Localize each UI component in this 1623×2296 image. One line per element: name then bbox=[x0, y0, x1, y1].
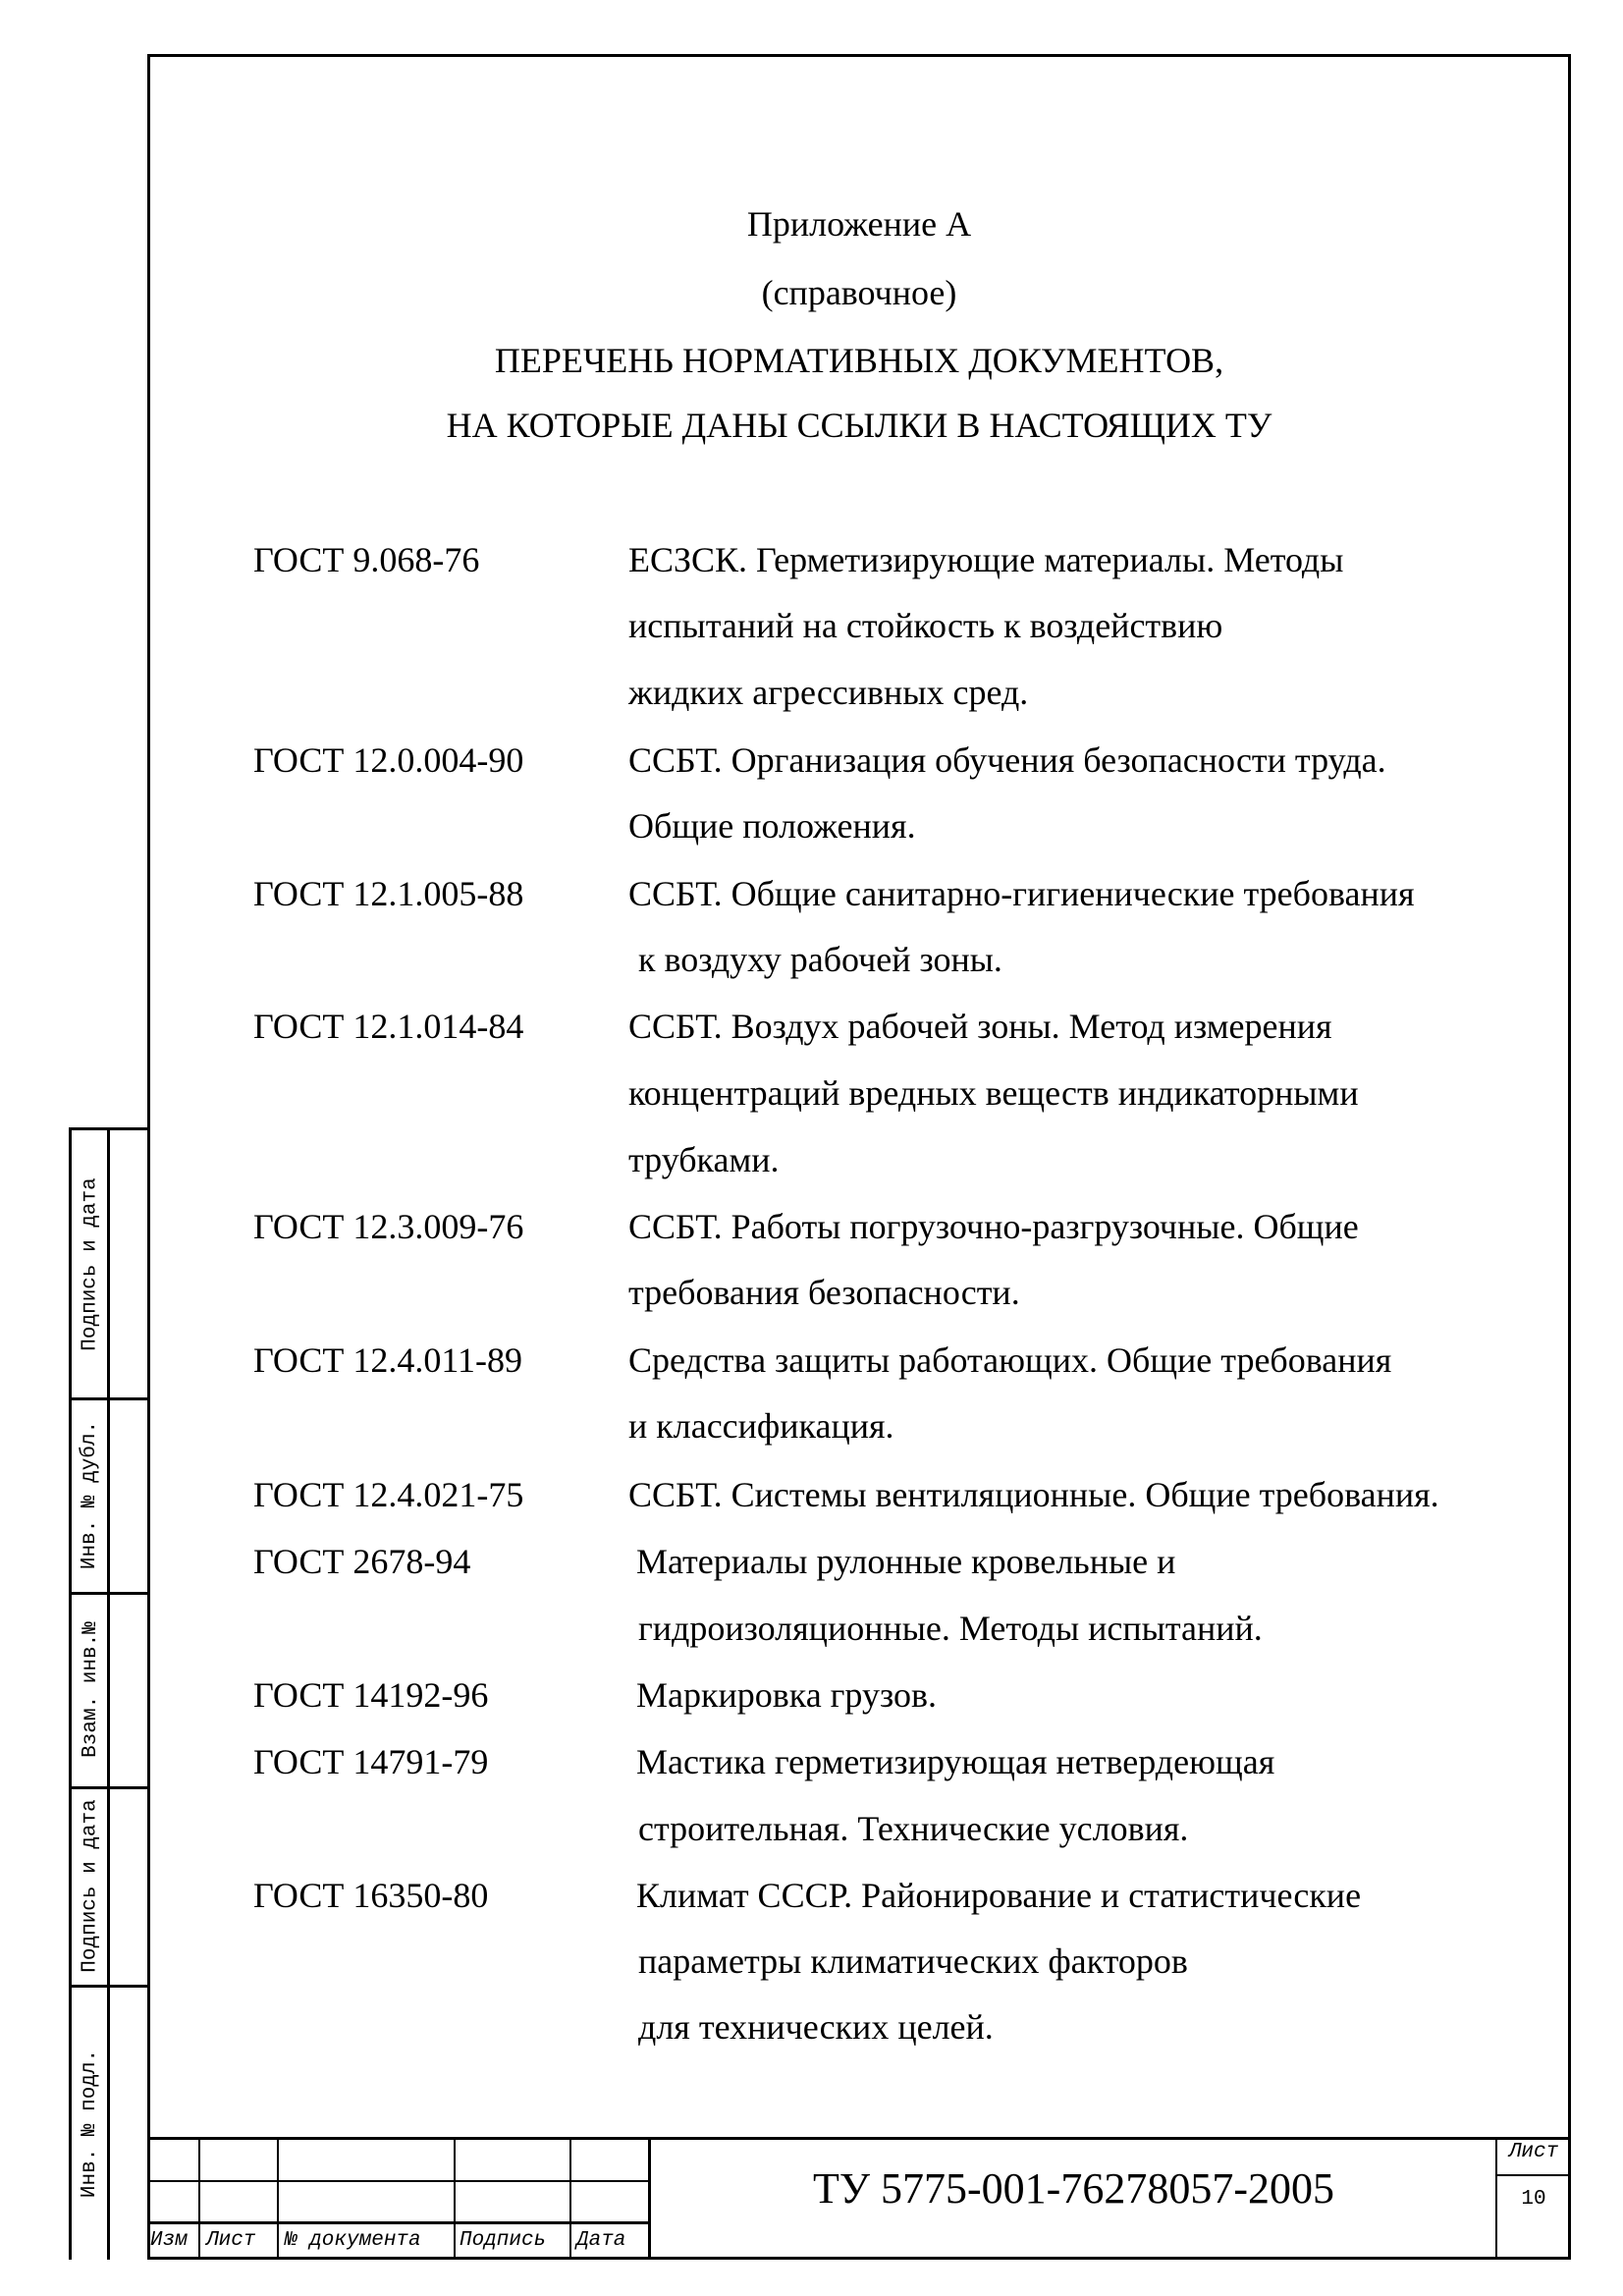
doc-description-line: Материалы рулонные кровельные и bbox=[636, 1542, 1176, 1581]
appendix-subtitle: (справочное) bbox=[761, 273, 957, 312]
col-change-label: Изм bbox=[150, 2229, 188, 2252]
document-designation: ТУ 5775-001-76278057-2005 bbox=[813, 2164, 1334, 2213]
doc-description-line: параметры климатических факторов bbox=[638, 1941, 1188, 1981]
doc-description-line: Общие положения. bbox=[628, 806, 916, 846]
doc-code: ГОСТ 12.4.021-75 bbox=[253, 1475, 524, 1514]
doc-description-line: к воздуху рабочей зоны. bbox=[638, 940, 1002, 979]
sign-date-bottom-label: Подпись и дата bbox=[79, 1798, 102, 1973]
doc-code: ГОСТ 12.0.004-90 bbox=[253, 740, 524, 780]
doc-description-line: Мастика герметизирующая нетвердеющая bbox=[636, 1742, 1275, 1781]
doc-description-line: испытаний на стойкость к воздействию bbox=[628, 606, 1223, 645]
doc-code: ГОСТ 9.068-76 bbox=[253, 540, 480, 579]
inv-dup-label: Инв. № дубл. bbox=[79, 1420, 102, 1569]
drawing-frame bbox=[147, 54, 1571, 2260]
doc-code: ГОСТ 12.3.009-76 bbox=[253, 1207, 524, 1246]
doc-code: ГОСТ 2678-94 bbox=[253, 1542, 471, 1581]
doc-code: ГОСТ 12.4.011-89 bbox=[253, 1340, 523, 1380]
doc-description-line: концентраций вредных веществ индикаторными bbox=[628, 1073, 1359, 1113]
col-sheet-label: Лист bbox=[206, 2229, 256, 2252]
doc-description-line: ССБТ. Системы вентиляционные. Общие требования. bbox=[628, 1475, 1439, 1514]
inv-orig-label: Инв. № подл. bbox=[79, 2049, 102, 2199]
appendix-title: Приложение А bbox=[746, 204, 972, 244]
doc-description-line: ЕСЗСК. Герметизирующие материалы. Методы bbox=[628, 540, 1344, 579]
sign-date-top-label: Подпись и дата bbox=[79, 1176, 102, 1351]
doc-code: ГОСТ 14192-96 bbox=[253, 1675, 489, 1715]
doc-code: ГОСТ 16350-80 bbox=[253, 1876, 489, 1915]
side-stamp bbox=[69, 1127, 147, 2260]
doc-description-line: Маркировка грузов. bbox=[636, 1675, 937, 1715]
heading-line-2: НА КОТОРЫЕ ДАНЫ ССЫЛКИ В НАСТОЯЩИХ ТУ bbox=[446, 406, 1272, 445]
doc-description-line: для технических целей. bbox=[638, 2007, 994, 2047]
doc-description-line: Климат СССР. Районирование и статистические bbox=[636, 1876, 1362, 1915]
mutual-inv-label: Взам. инв.№ bbox=[79, 1620, 102, 1758]
col-date-label: Дата bbox=[576, 2229, 626, 2252]
doc-code: ГОСТ 14791-79 bbox=[253, 1742, 489, 1781]
sheet-number: 10 bbox=[1521, 2188, 1546, 2211]
doc-description-line: ССБТ. Воздух рабочей зоны. Метод измерения bbox=[628, 1007, 1332, 1046]
doc-description-line: и классификация. bbox=[628, 1406, 894, 1446]
doc-description-line: ССБТ. Организация обучения безопасности труда. bbox=[628, 740, 1386, 780]
doc-description-line: требования безопасности. bbox=[628, 1273, 1020, 1312]
doc-description-line: трубками. bbox=[628, 1140, 780, 1179]
doc-description-line: гидроизоляционные. Методы испытаний. bbox=[638, 1609, 1263, 1648]
doc-description-line: жидких агрессивных сред. bbox=[628, 673, 1029, 712]
doc-code: ГОСТ 12.1.014-84 bbox=[253, 1007, 524, 1046]
heading-line-1: ПЕРЕЧЕНЬ НОРМАТИВНЫХ ДОКУМЕНТОВ, bbox=[494, 341, 1224, 380]
col-doc-number-label: № документа bbox=[285, 2229, 421, 2252]
col-signature-label: Подпись bbox=[460, 2229, 547, 2252]
doc-description-line: Средства защиты работающих. Общие требования bbox=[628, 1340, 1392, 1380]
doc-code: ГОСТ 12.1.005-88 bbox=[253, 874, 524, 913]
doc-description-line: ССБТ. Общие санитарно-гигиенические требования bbox=[628, 874, 1415, 913]
doc-description-line: ССБТ. Работы погрузочно-разгрузочные. Общие bbox=[628, 1207, 1359, 1246]
sheet-label: Лист bbox=[1508, 2141, 1559, 2163]
doc-description-line: строительная. Технические условия. bbox=[638, 1809, 1189, 1848]
